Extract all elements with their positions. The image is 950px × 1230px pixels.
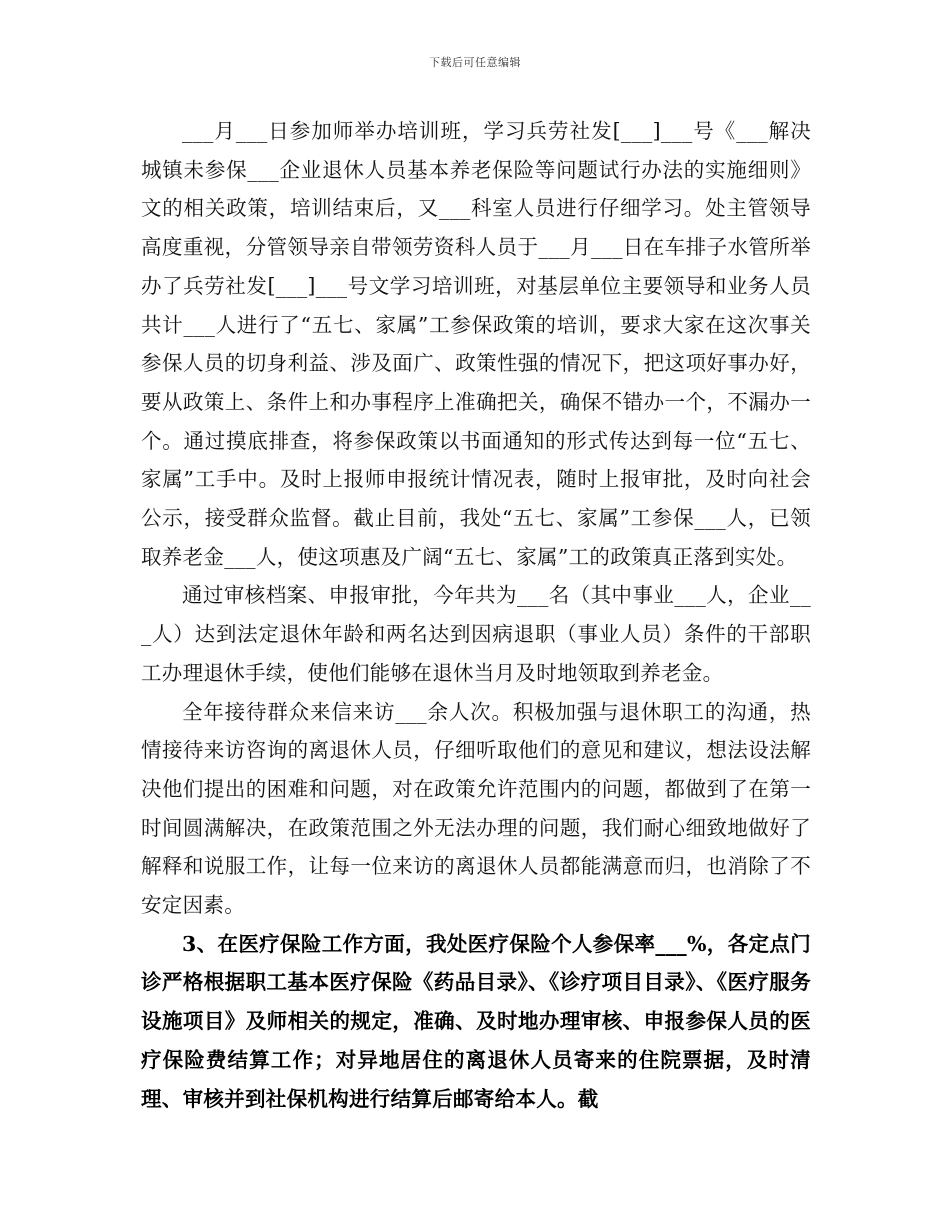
paragraph-visits: 全年接待群众来信来访___余人次。积极加强与退休职工的沟通，热情接待来访咨询的离退休人员，仔细听取他们的意见和建议，想法设法解决他们提出的困难和问题，对在政策允许范围内的问题，都做到了在第一时间圆满解决，在政策范围之外无法办理的问题，我们耐心细致地做好了解释和说服工作，让每一位来访的离退休人员都能满意而归，也消除了不安定因素。 — [141, 699, 811, 918]
paragraph-retirement: 通过审核档案、申报审批，今年共为___名（其中事业___人，企业___人）达到法定退休年龄和两名达到因病退职（事业人员）条件的干部职工办理退休手续，使他们能够在退休当月及时地领取到养老金。 — [141, 583, 811, 685]
paragraph-training: ___月___日参加师举办培训班，学习兵劳社发[___]___号《___解决城镇未参保___企业退休人员基本养老保险等问题试行办法的实施细则》文的相关政策，培训结束后，又___科室人员进行仔细学习。处主管领导高度重视，分管领导亲自带领劳资科人员于___月___日在车排子水管所举办了兵劳社发[___]___号文学习培训班，对基层单位主要领导和业务人员共计___人进行了“五七、家属”工参保政策的培训，要求大家在这次事关参保人员的切身利益、涉及面广、政策性强的情况下，把这项好事办好，要从政策上、条件上和办事程序上准确把关，确保不错办一个，不漏办一个。通过摸底排查，将参保政策以书面通知的形式传达到每一位“五七、家属”工手中。及时上报师申报统计情况表，随时上报审批，及时向社会公示，接受群众监督。截止目前，我处“五七、家属”工参保___人，已领取养老金___人，使这项惠及广阔“五七、家属”工的政策真正落到实处。 — [141, 119, 811, 569]
paragraph-medical-insurance: 3、在医疗保险工作方面，我处医疗保险个人参保率___%，各定点门诊严格根据职工基本医疗保险《药品目录》、《诊疗项目目录》、《医疗服务设施项目》及师相关的规定，准确、及时地办理审核、申报参保人员的医疗保险费结算工作；对异地居住的离退休人员寄来的住院票据，及时清理、审核并到社保机构进行结算后邮寄给本人。截 — [141, 931, 811, 1111]
page-header-note: 下载后可任意编辑 — [429, 56, 521, 69]
document-body — [141, 112, 811, 1118]
